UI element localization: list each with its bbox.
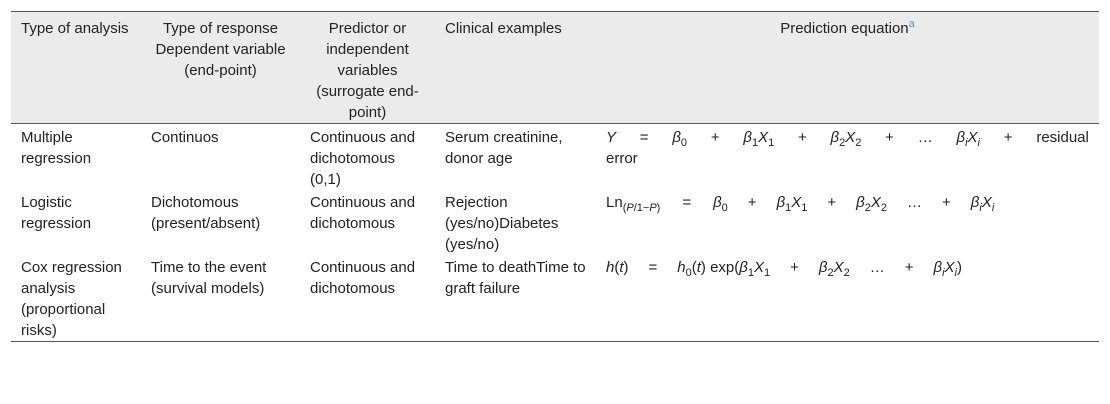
cell-equation-logistic — [596, 190, 1099, 255]
header-prediction-equation-label: Prediction equation — [780, 20, 909, 37]
cell-analysis: Cox regression analysis (proportional risks) — [21, 259, 122, 339]
header-prediction-equation — [596, 12, 1099, 124]
equation-logistic: $Ln_{(P/1-P)} = \beta_0 + \beta_1X_1 + \beta_2X_2$ … + $\beta_iX_i$ — [606, 194, 995, 214]
cell-predictor: Continuous and dichotomous — [310, 259, 416, 297]
equation-error: error — [606, 150, 638, 167]
cell-response: Dichotomous (present/absent) — [151, 194, 261, 232]
table-row — [11, 255, 1099, 342]
cell-equation-cox — [596, 255, 1099, 342]
table-header — [11, 12, 1099, 124]
cell-response: Continuos — [151, 129, 219, 146]
header-type-of-response: Type of response Dependent variable (end-point) — [155, 20, 286, 79]
table-container — [11, 11, 1099, 342]
cell-analysis: Multiple regression — [21, 129, 92, 167]
cell-examples: Serum creatinine, donor age — [445, 129, 563, 167]
cell-examples: Rejection (yes/no)Diabetes (yes/no) — [445, 194, 559, 253]
cell-equation-multiple-regression — [596, 124, 1099, 191]
equation-multiple-regression: Y = $\beta_0$ + $\beta_1X_1$ + $\beta_2X_2$ + … $\beta_iX_i$ + residual — [606, 129, 1089, 149]
table-row — [11, 190, 1099, 255]
cell-examples: Time to deathTime to graft failure — [445, 259, 586, 297]
header-type-of-analysis: Type of analysis — [21, 20, 129, 37]
cell-response: Time to the event (survival models) — [151, 259, 267, 297]
header-row — [11, 12, 1099, 124]
cell-analysis: Logistic regression — [21, 194, 92, 232]
cell-predictor: Continuous and dichotomous (0,1) — [310, 129, 416, 188]
table-body — [11, 124, 1099, 342]
cell-predictor: Continuous and dichotomous — [310, 194, 416, 232]
header-clinical-examples: Clinical examples — [445, 20, 562, 37]
regression-analysis-table — [11, 11, 1099, 342]
table-row — [11, 124, 1099, 191]
header-predictor: Predictor or independent variables (surrogate end-point) — [316, 20, 419, 121]
footnote-link[interactable]: a — [908, 18, 915, 30]
equation-residual: residual — [1036, 129, 1089, 146]
equation-cox: $h(t) = h_0(t) \exp(\beta_1X_1 + \beta_2X_2$ … + $\beta_iX_i$) — [606, 259, 962, 279]
